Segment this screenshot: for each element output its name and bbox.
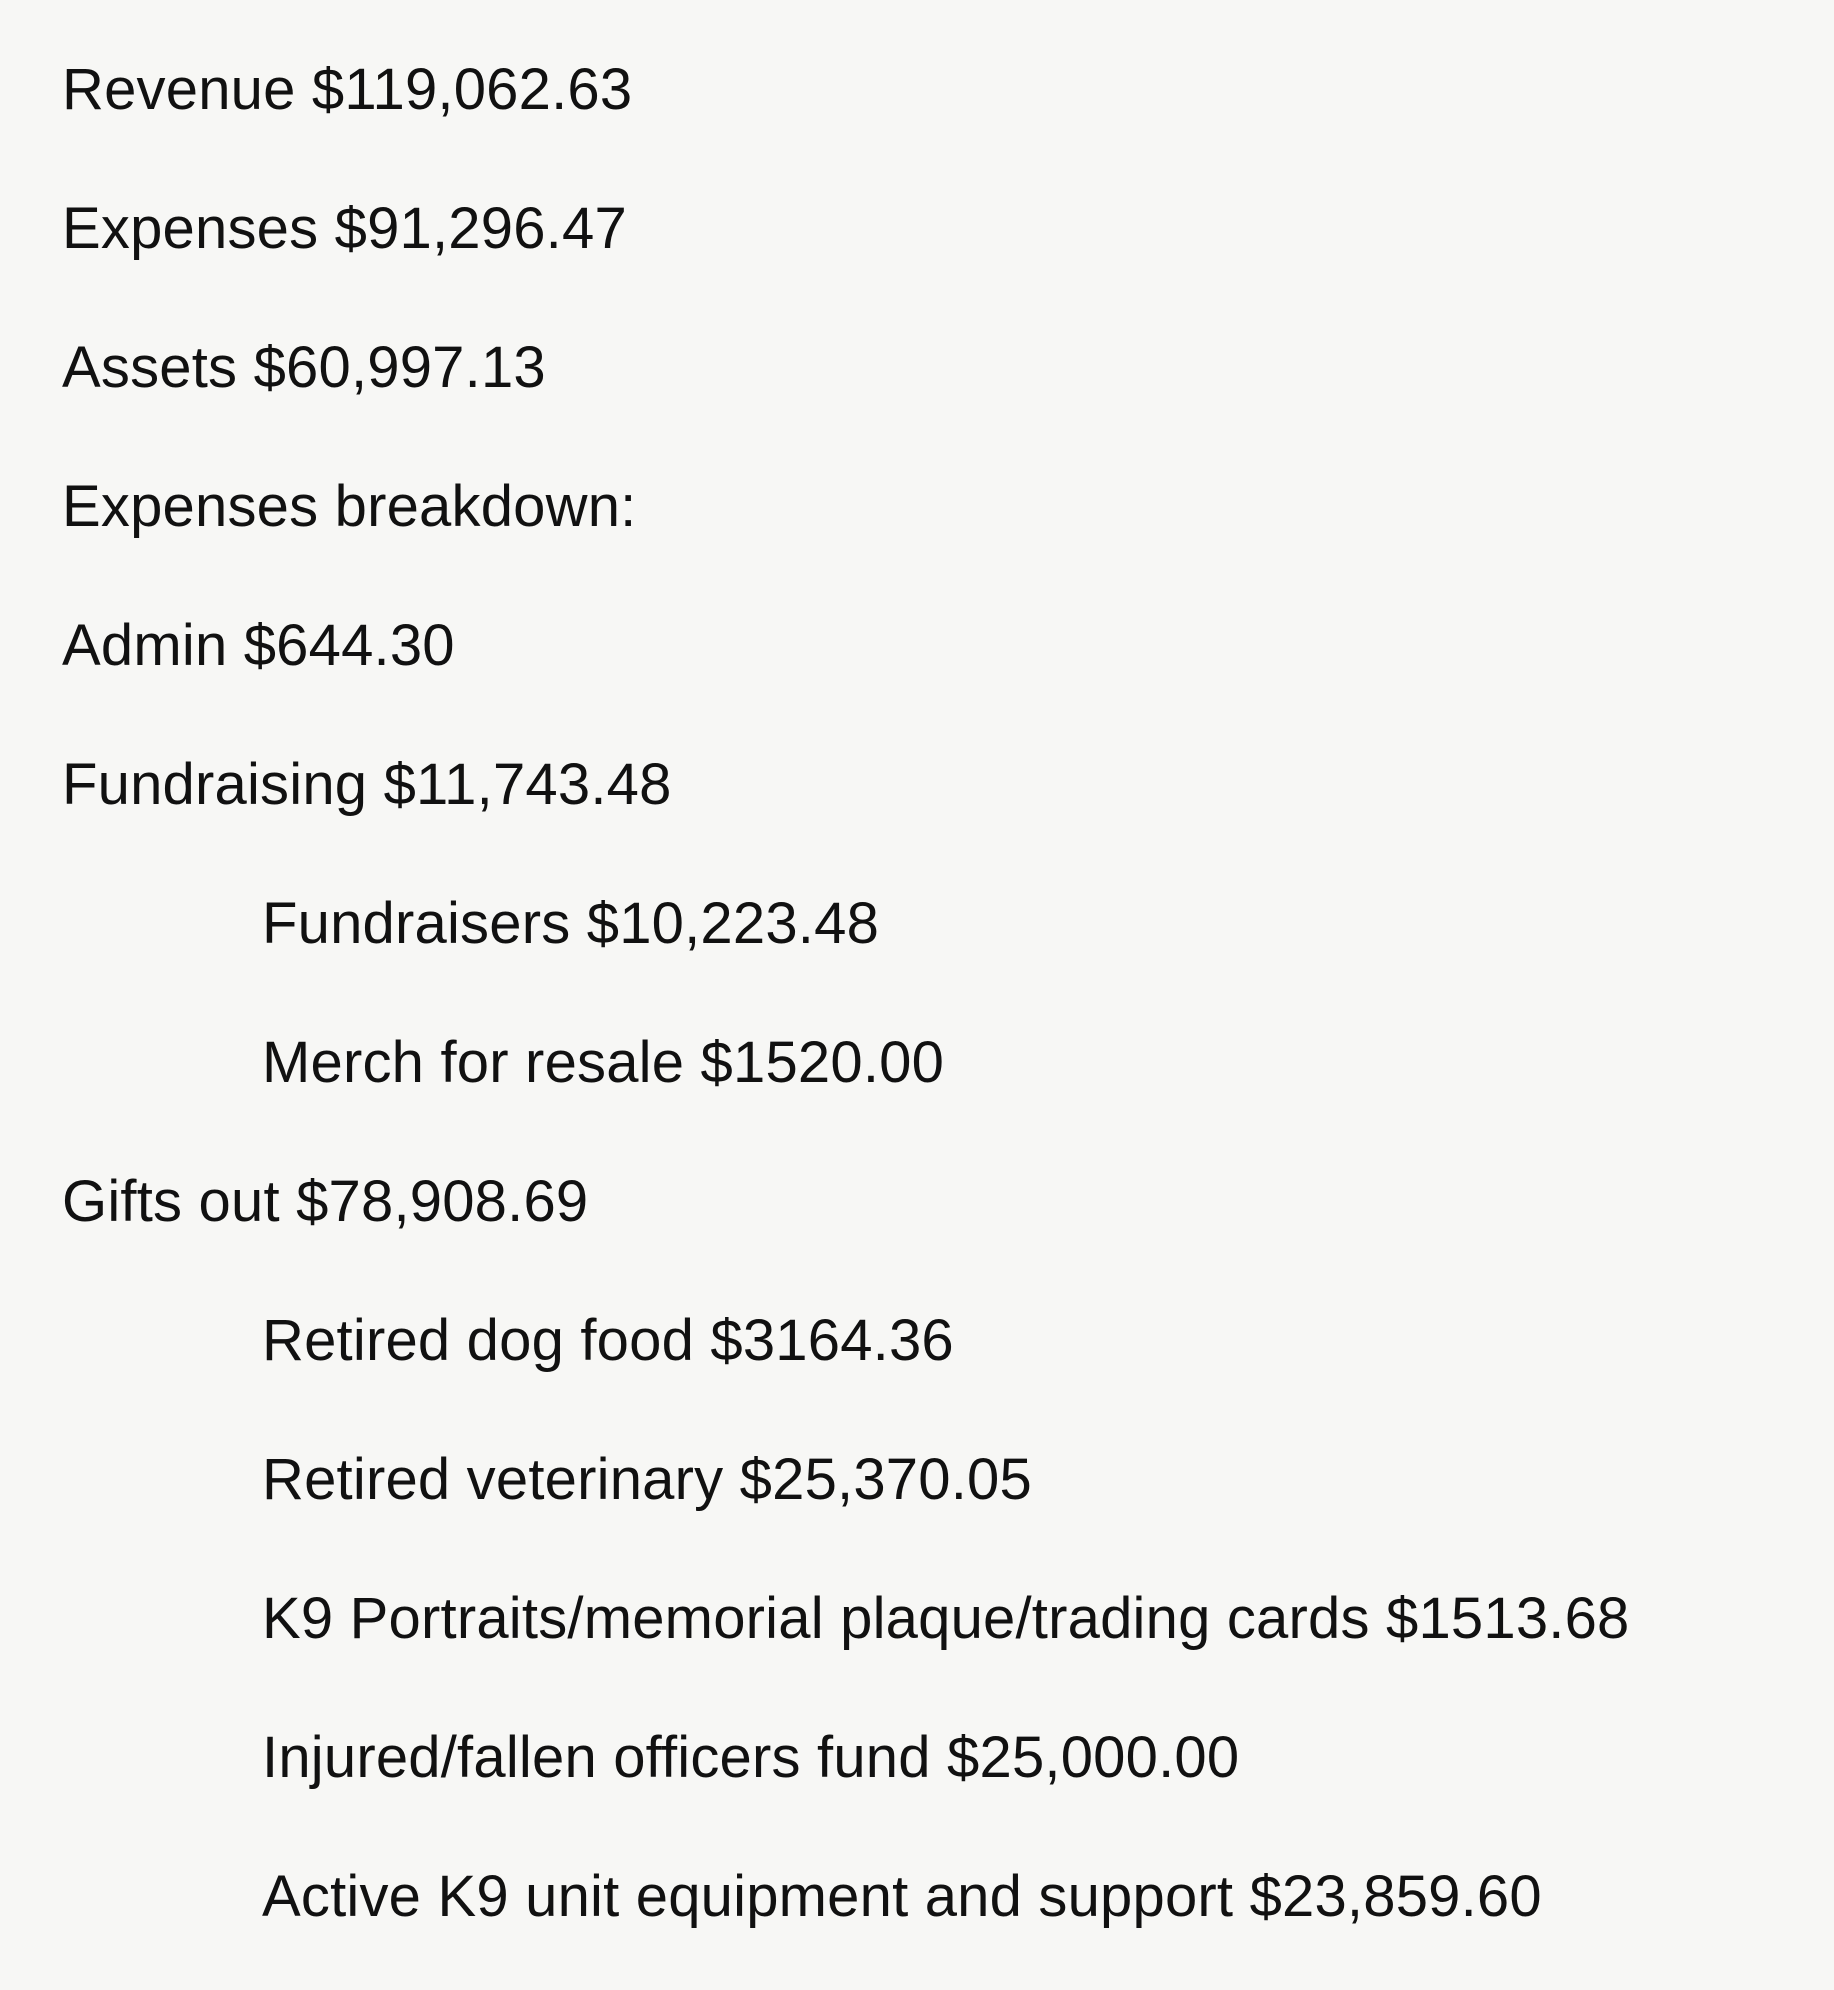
fundraising-line: Fundraising $11,743.48 xyxy=(62,752,672,817)
expenses-line: Expenses $91,296.47 xyxy=(62,196,627,261)
retired-veterinary-line: Retired veterinary $25,370.05 xyxy=(262,1447,1032,1512)
expenses-breakdown-heading: Expenses breakdown: xyxy=(62,474,637,539)
gifts-out-line: Gifts out $78,908.69 xyxy=(62,1169,589,1234)
retired-dog-food-line: Retired dog food $3164.36 xyxy=(262,1308,954,1373)
admin-line: Admin $644.30 xyxy=(62,613,455,678)
assets-line: Assets $60,997.13 xyxy=(62,335,546,400)
injured-officers-fund-line: Injured/fallen officers fund $25,000.00 xyxy=(262,1725,1240,1790)
fundraisers-line: Fundraisers $10,223.48 xyxy=(262,891,880,956)
k9-portraits-line: K9 Portraits/memorial plaque/trading cards $1513.68 xyxy=(262,1586,1630,1651)
revenue-line: Revenue $119,062.63 xyxy=(62,57,633,122)
merch-for-resale-line: Merch for resale $1520.00 xyxy=(262,1030,945,1095)
active-k9-support-line: Active K9 unit equipment and support $23,859.60 xyxy=(262,1864,1542,1929)
